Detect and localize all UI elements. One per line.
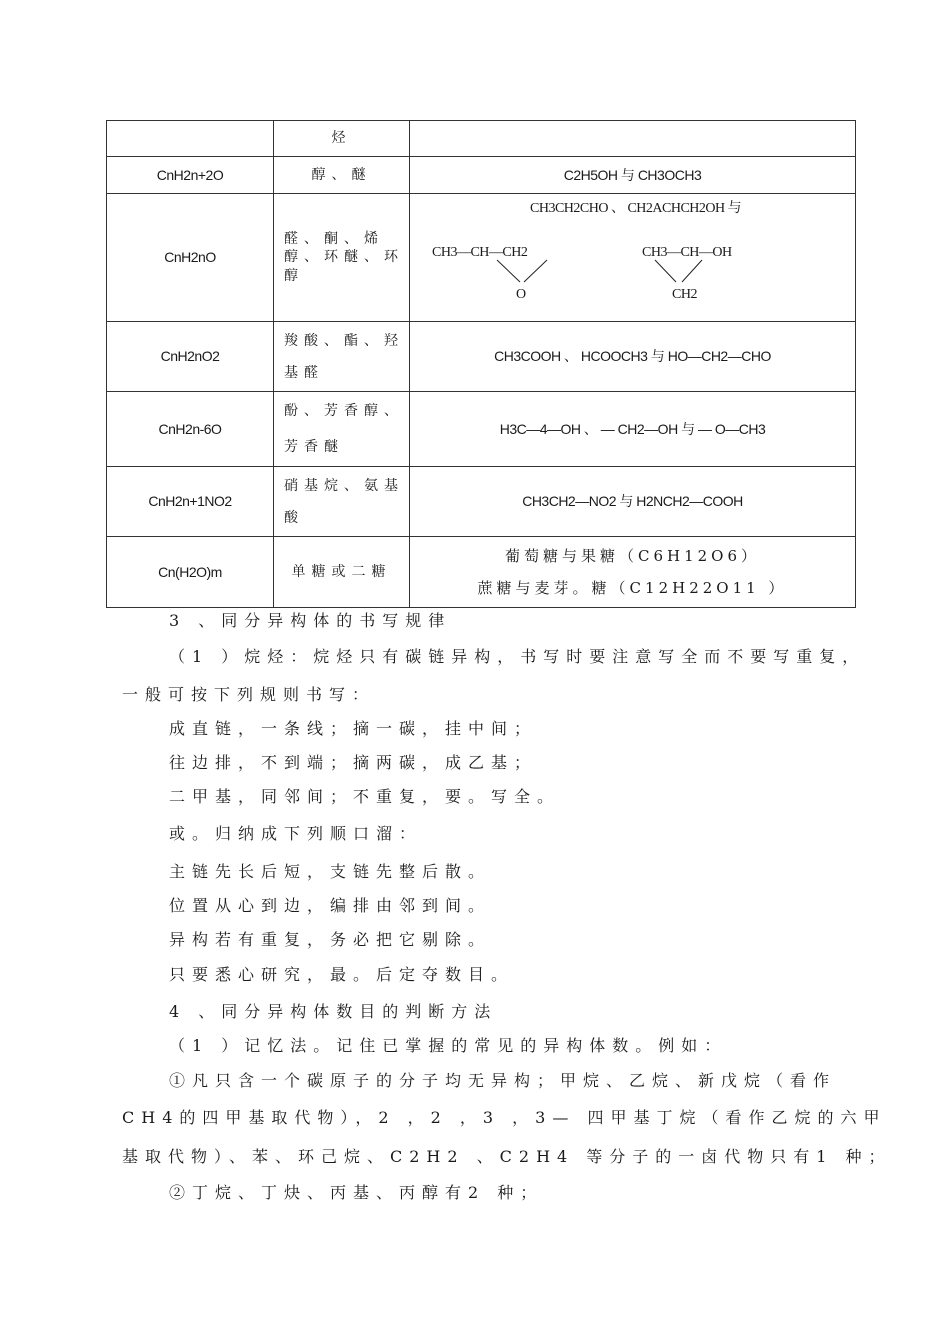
rule-line: 二甲基，同邻间；不重复，要。写全。 bbox=[169, 787, 561, 806]
paragraph: ②丁烷、丁炔、丙基、丙醇有2 种； bbox=[169, 1183, 544, 1202]
example-cell: CH3CH2—NO2 与 H2NCH2—COOH bbox=[410, 467, 856, 537]
class-cell: 硝基烷、氨基酸 bbox=[274, 467, 410, 537]
formula-cell: CnH2n+2O bbox=[107, 157, 274, 194]
table-row bbox=[107, 121, 856, 157]
paragraph: 一般可按下列规则书写： bbox=[122, 685, 376, 704]
example-cell: C2H5OH 与 CH3OCH3 bbox=[410, 157, 856, 194]
class-cell: 醛、酮、烯醇、环醚、环醇 bbox=[274, 194, 410, 322]
structure-diagram bbox=[410, 196, 855, 320]
formula-cell: CnH2nO2 bbox=[107, 322, 274, 392]
paragraph: （1 ）记忆法。记住已掌握的常见的异构体数。例如： bbox=[169, 1036, 728, 1055]
example-cell: CH3COOH 、 HCOOCH3 与 HO—CH2—CHO bbox=[410, 322, 856, 392]
formula-cell: CnH2nO bbox=[107, 194, 274, 322]
table-row bbox=[107, 194, 856, 322]
epoxide-oxygen: O bbox=[516, 286, 526, 302]
class-cell: 单糖或二糖 bbox=[274, 537, 410, 608]
paragraph: ①凡只含一个碳原子的分子均无异构；甲烷、乙烷、新戊烷（看作 bbox=[169, 1071, 837, 1090]
sugar-line-1: 葡萄糖与果糖（C6H12O6） bbox=[504, 547, 761, 565]
paragraph: 基取代物）、苯、环己烷、C2H2 、C2H4 等分子的一卤代物只有1 种； bbox=[122, 1147, 892, 1166]
table-row bbox=[107, 467, 856, 537]
rule-line: 成直链，一条线；摘一碳，挂中间； bbox=[169, 719, 538, 738]
class-cell: 醇、醚 bbox=[274, 157, 410, 194]
rule-line: 往边排，不到端；摘两碳，成乙基； bbox=[169, 753, 538, 772]
cyclopropanol-formula: CH3—CH—OH bbox=[642, 244, 732, 260]
formula-cell: CnH2n+1NO2 bbox=[107, 467, 274, 537]
example-cell bbox=[410, 121, 856, 157]
paragraph: CH4的四甲基取代物），2 ，2 ，3 ，3— 四甲基丁烷（看作乙烷的六甲 bbox=[122, 1108, 887, 1127]
table-row bbox=[107, 392, 856, 467]
table-row bbox=[107, 322, 856, 392]
paragraph: （1 ）烷烃：烷烃只有碳链异构，书写时要注意写全而不要写重复， bbox=[169, 647, 866, 666]
formula-cell: CnH2n-6O bbox=[107, 392, 274, 467]
example-cell bbox=[410, 537, 856, 608]
example-cell bbox=[410, 194, 856, 322]
sugar-line-2: 蔗糖与麦芽。糖（C12H22O11 ） bbox=[477, 579, 788, 597]
section-heading-3: 3 、同分异构体的书写规律 bbox=[169, 611, 452, 630]
epoxide-formula: CH3—CH—CH2 bbox=[432, 244, 528, 260]
isomer-table bbox=[106, 120, 856, 608]
example-text: CH3CH2CHO 、 CH2ACHCH2OH 与 bbox=[530, 200, 742, 216]
class-cell: 烃 bbox=[274, 121, 410, 157]
table-row bbox=[107, 157, 856, 194]
cyclopropanol-ch2: CH2 bbox=[672, 286, 697, 302]
formula-cell: Cn(H2O)m bbox=[107, 537, 274, 608]
formula-cell bbox=[107, 121, 274, 157]
class-cell: 酚、芳香醇、芳香醚 bbox=[274, 392, 410, 467]
class-cell: 羧酸、酯、羟基醛 bbox=[274, 322, 410, 392]
section-heading-4: 4 、同分异构体数目的判断方法 bbox=[169, 1002, 498, 1021]
rhyme-line: 异构若有重复，务必把它剔除。 bbox=[169, 930, 492, 949]
ring-bonds bbox=[410, 196, 855, 320]
table-row bbox=[107, 537, 856, 608]
rhyme-line: 位置从心到边，编排由邻到间。 bbox=[169, 896, 492, 915]
rule-line: 或。归纳成下列顺口溜： bbox=[169, 824, 423, 843]
example-cell: H3C—4—OH 、 — CH2—OH 与 — O—CH3 bbox=[410, 392, 856, 467]
rhyme-line: 主链先长后短，支链先整后散。 bbox=[169, 862, 492, 881]
rhyme-line: 只要悉心研究，最。后定夺数目。 bbox=[169, 965, 515, 984]
